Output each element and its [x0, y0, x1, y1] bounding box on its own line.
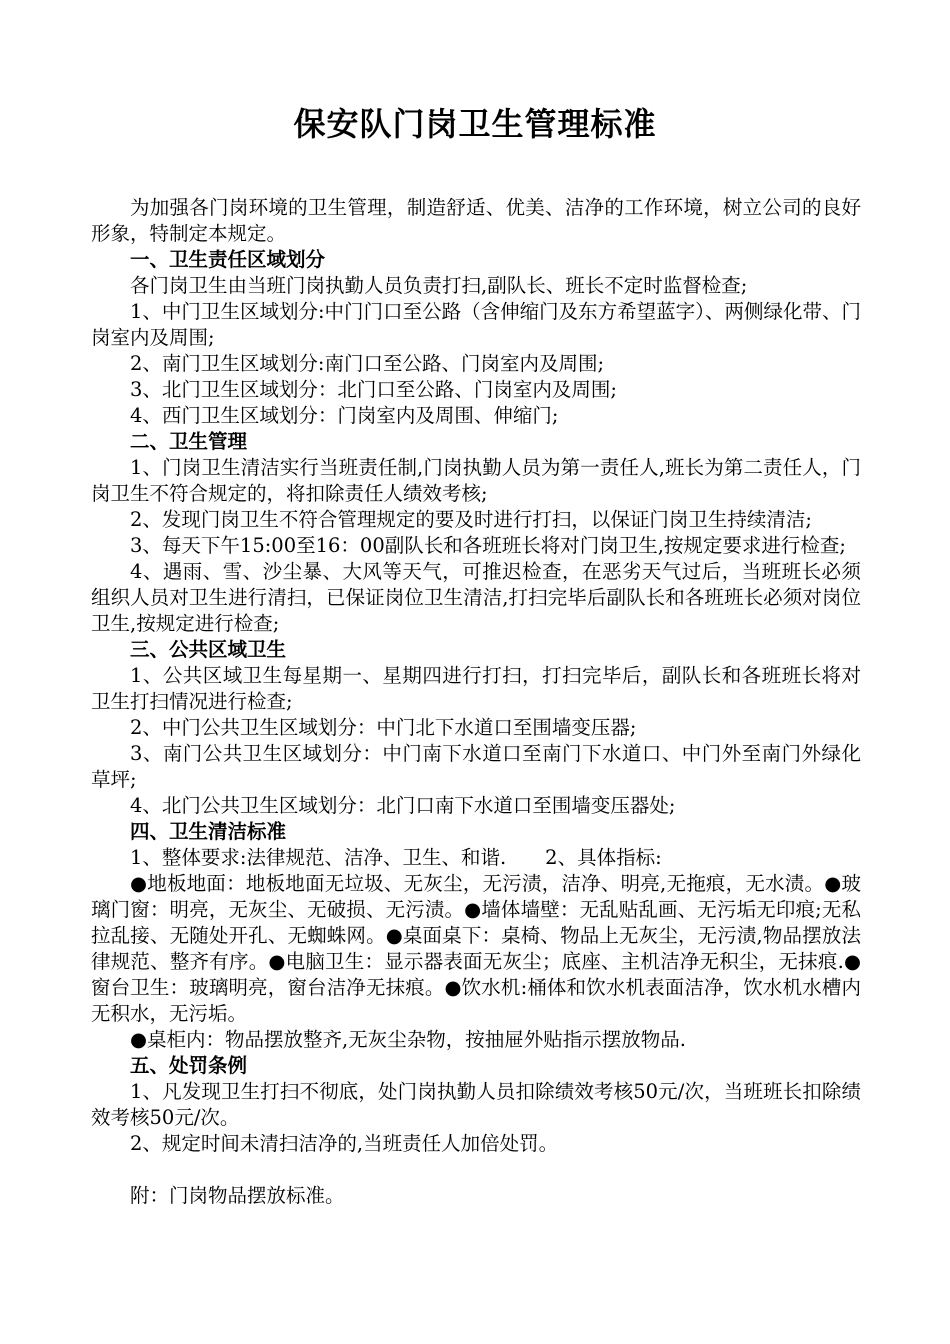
section-heading: 五、处罚条例	[130, 1054, 248, 1077]
document-body	[91, 195, 861, 1209]
body-paragraph: ●地板地面：地板地面无垃圾、无灰尘，无污渍，洁净、明亮,无拖痕，无水渍。●玻璃门窗：明亮，无灰尘、无破损、无污渍。●墙体墙壁：无乱贴乱画、无污垢无印痕;无私拉乱接、无随处开孔、无蜘蛛网。●桌面桌下：桌椅、物品上无灰尘，无污渍,物品摆放法律规范、整齐有序。●电脑卫生：显示器表面无灰尘；底座、主机洁净无积尘，无抹痕.●窗台卫生：玻璃明亮，窗台洁净无抹痕。●饮水机:桶体和饮水机表面洁净，饮水机水槽内无积水，无污垢。	[91, 872, 861, 1025]
body-paragraph: 4、北门公共卫生区域划分：北门口南下水道口至围墙变压器处;	[130, 794, 676, 817]
body-paragraph: 4、遇雨、雪、沙尘暴、大风等天气，可推迟检查，在恶劣天气过后，当班班长必须组织人员对卫生进行清扫，已保证岗位卫生清洁,打扫完毕后副队长和各班班长必须对岗位卫生,按规定进行检查;	[91, 560, 861, 635]
body-paragraph: 2、中门公共卫生区域划分：中门北下水道口至围墙变压器;	[130, 716, 637, 739]
section-heading: 三、公共区域卫生	[130, 638, 287, 661]
section-heading: 二、卫生管理	[130, 430, 248, 453]
body-paragraph: ●桌柜内：物品摆放整齐,无灰尘杂物，按抽屉外贴指示摆放物品.	[130, 1028, 686, 1051]
body-paragraph: 3、北门卫生区域划分：北门口至公路、门岗室内及周围;	[130, 378, 617, 401]
body-paragraph: 各门岗卫生由当班门岗执勤人员负责打扫,副队长、班长不定时监督检查;	[130, 274, 748, 297]
section-heading: 四、卫生清洁标准	[130, 820, 287, 843]
blank-line	[91, 1157, 861, 1183]
body-paragraph: 1、整体要求:法律规范、洁净、卫生、和谐. 2、具体指标:	[130, 846, 662, 869]
body-paragraph: 3、每天下午15:00至16：00副队长和各班班长将对门岗卫生,按规定要求进行检查;	[130, 534, 846, 557]
section-heading: 一、卫生责任区域划分	[130, 248, 326, 271]
body-paragraph: 2、规定时间未清扫洁净的,当班责任人加倍处罚。	[130, 1132, 559, 1155]
document-title: 保安队门岗卫生管理标准	[293, 105, 657, 143]
body-paragraph: 1、中门卫生区域划分:中门门口至公路（含伸缩门及东方希望蓝字）、两侧绿化带、门岗室内及周围;	[91, 300, 861, 349]
body-paragraph: 1、门岗卫生清洁实行当班责任制,门岗执勤人员为第一责任人,班长为第二责任人，门岗卫生不符合规定的，将扣除责任人绩效考核;	[91, 456, 861, 505]
body-paragraph: 1、公共区域卫生每星期一、星期四进行打扫，打扫完毕后，副队长和各班班长将对卫生打扫情况进行检查;	[91, 664, 861, 713]
body-paragraph: 4、西门卫生区域划分：门岗室内及周围、伸缩门;	[130, 404, 559, 427]
body-paragraph: 2、发现门岗卫生不符合管理规定的要及时进行打扫，以保证门岗卫生持续清洁;	[130, 508, 812, 531]
body-paragraph: 2、南门卫生区域划分:南门口至公路、门岗室内及周围;	[130, 352, 605, 375]
body-paragraph: 3、南门公共卫生区域划分：中门南下水道口至南门下水道口、中门外至南门外绿化草坪;	[91, 742, 861, 791]
intro-paragraph: 为加强各门岗环境的卫生管理，制造舒适、优美、洁净的工作环境，树立公司的良好形象，特制定本规定。	[91, 196, 861, 245]
body-paragraph: 1、凡发现卫生打扫不彻底，处门岗执勤人员扣除绩效考核50元/次，当班班长扣除绩效考核50元/次。	[91, 1080, 861, 1129]
attachment-note: 附：门岗物品摆放标准。	[130, 1184, 345, 1207]
